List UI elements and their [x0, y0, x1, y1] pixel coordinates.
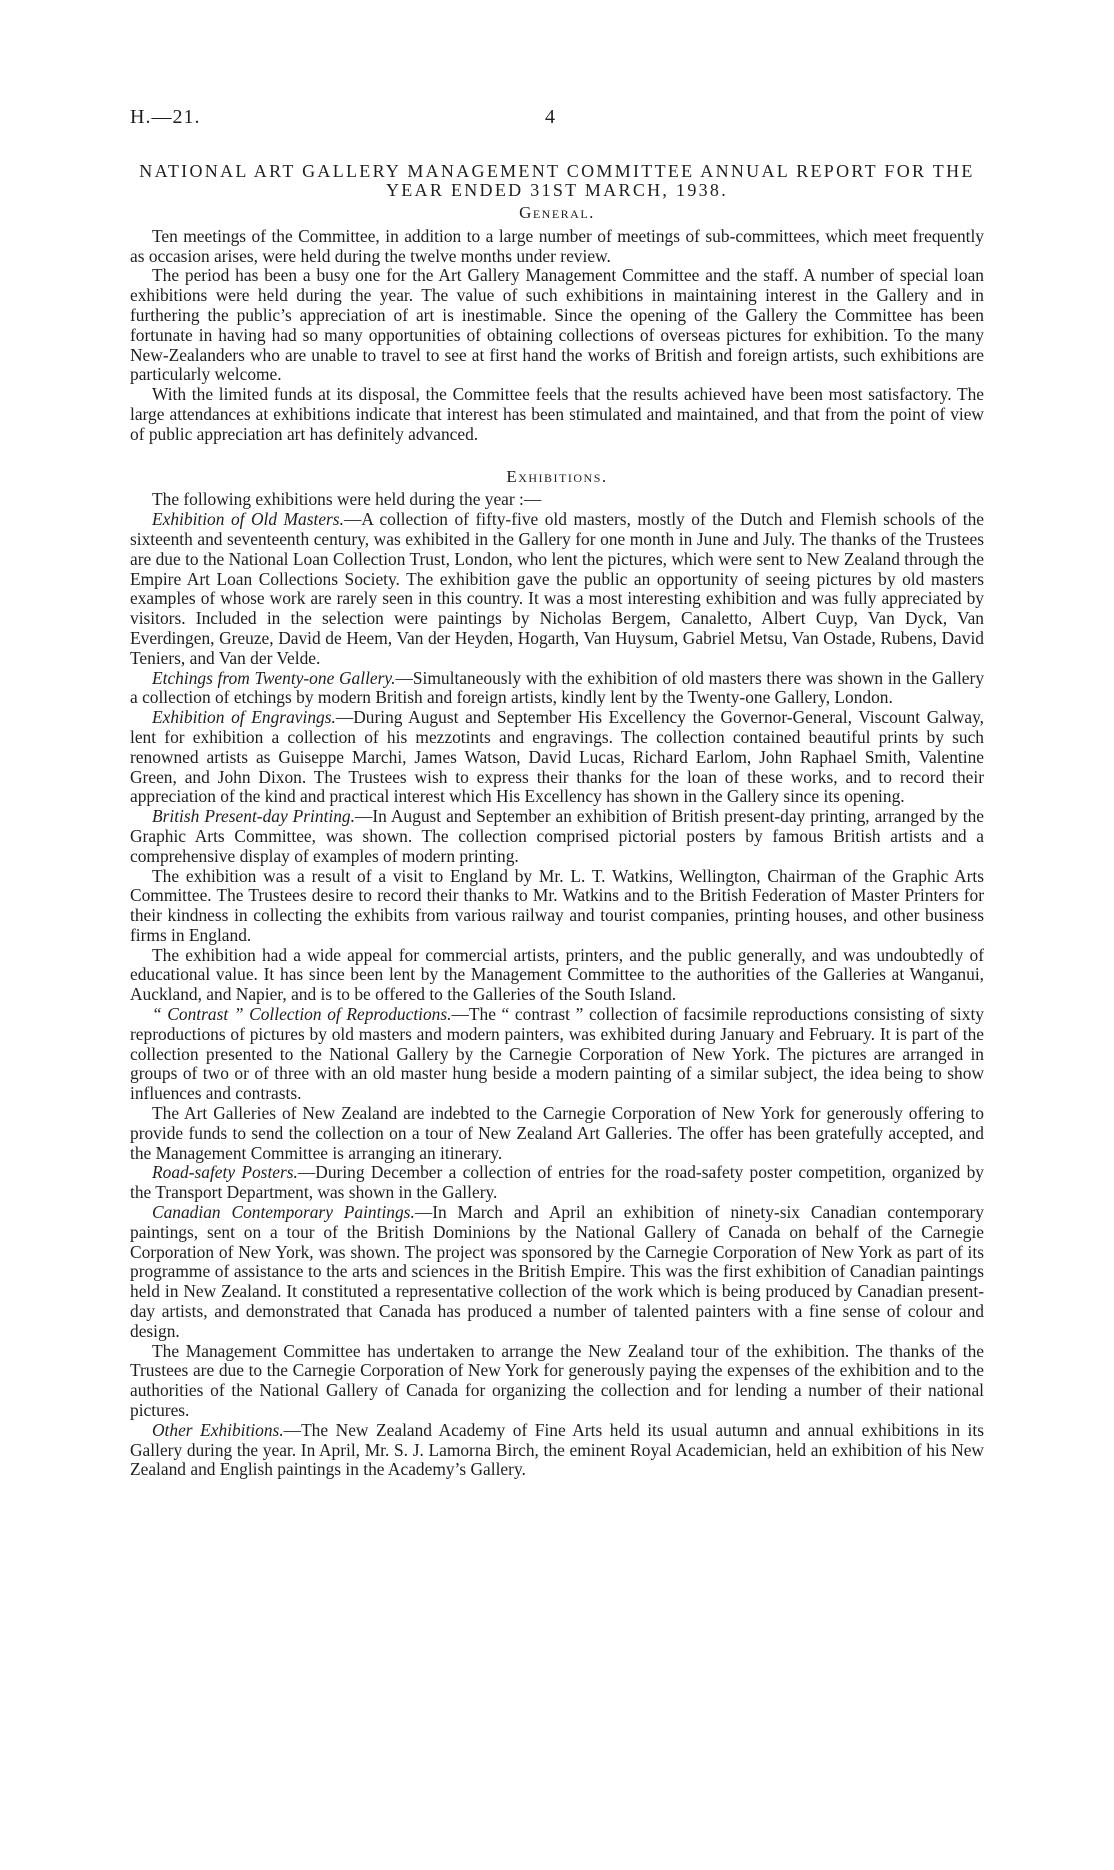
paragraph-text: —During August and September His Excellency the Governor-General, Viscount Galway, lent for exhibition a collection of his mezzotints and engravings. The collection contained beautiful prints by such renowned artists as Guiseppe Marchi, James Watson, David Lucas, Richard Earlom, John Raphael Smith, Valentine Green, and John Dixon. The Trustees wish to express their thanks for the loan of these works, and to record their appreciation of the kind and practical interest which His Excellency has shown in the Gallery since its opening.	[130, 707, 984, 807]
paragraph-contrast	[130, 1005, 984, 1104]
paragraph: The Art Galleries of New Zealand are indebted to the Carnegie Corporation of New York for generously offering to provide funds to send the collection on a tour of New Zealand Art Galleries. The offer has been gratefully accepted, and the Management Committee is arranging an itinerary.	[130, 1103, 984, 1163]
run-in-heading: Exhibition of Engravings.	[152, 707, 336, 728]
paragraph: Ten meetings of the Committee, in addition to a large number of meetings of sub-committees, which meet frequently as occasion arises, were held during the twelve months under review.	[130, 225, 984, 266]
paragraph-text: —During December a collection of entries for the road-safety poster competition, organized by the Transport Department, was shown in the Gallery.	[130, 1162, 984, 1203]
paragraph: The period has been a busy one for the Art Gallery Management Committee and the staff. A number of special loan exhibitions were held during the year. The value of such exhibitions in maintaining interest in the Gallery and in furthering the public’s appreciation of art is inestimable. Since the opening of the Gallery the Committee has been fortunate in having had so many opportunities of obtaining collections of overseas pictures for exhibition. To the many New-Zealanders who are unable to travel to see at first hand the works of British and foreign artists, such exhibitions are particularly welcome.	[130, 265, 984, 385]
section-heading-general: General.	[519, 203, 595, 222]
paragraph-text: —Simultaneously with the exhibition of old masters there was shown in the Gallery a collection of etchings by modern British and foreign artists, kindly lent by the Twenty-one Gallery, London.	[130, 667, 985, 708]
paragraph-text: —The New Zealand Academy of Fine Arts held its usual autumn and annual exhibitions in its Gallery during the year. In April, Mr. S. J. Lamorna Birch, the eminent Royal Academician, held an exhibition of his New Zealand and English paintings in the Academy’s Gallery.	[130, 1419, 984, 1480]
paragraph: The following exhibitions were held during the year :—	[152, 489, 542, 510]
run-in-heading: Road-safety Posters.	[152, 1162, 298, 1183]
paragraph: The exhibition had a wide appeal for commercial artists, printers, and the public generally, and was undoubtedly of educational value. It has since been lent by the Management Committee to the authorities of the Galleries at Wanganui, Auckland, and Napier, and is to be offered to the Galleries of the South Island.	[130, 944, 984, 1005]
paragraph-text: —In March and April an exhibition of ninety-six Canadian contemporary paintings, sent on a tour of the British Dominions by the National Gallery of Canada on behalf of the Carnegie Corporation of New York, was shown. The project was sponsored by the Carnegie Corporation of New York as part of its programme of assistance to the arts and sciences in the British Empire. This was the first exhibition of Canadian paintings held in New Zealand. It constituted a representative collection of the work which is being produced by Canadian present-day artists, and demonstrated that Canada has produced a number of talented painters with a fine sense of colour and design.	[130, 1202, 984, 1341]
paragraph-road-safety	[130, 1163, 984, 1203]
paragraph-other	[130, 1421, 984, 1480]
section-heading-exhibitions: Exhibitions.	[506, 466, 608, 486]
run-in-heading: Etchings from Twenty-one Gallery.	[152, 667, 396, 688]
paragraph: With the limited funds at its disposal, the Committee feels that the results achieved have been most satisfactory. The large attendances at exhibitions indicate that interest has been stimulated and maintained, and that from the point of view of public appreciation art has definitely advanced.	[130, 384, 984, 444]
paragraph-text: —A collection of fifty-five old masters, mostly of the Dutch and Flemish schools of the sixteenth and seventeenth century, was exhibited in the Gallery for one month in June and July. The thanks of the Trustees are due to the National Loan Collection Trust, London, who lent the pictures, which were sent to New Zealand through the Empire Art Loan Collections Society. The exhibition gave the public an opportunity of seeing pictures by old masters examples of whose work are rarely seen in this country. It was a most interesting exhibition and was fully appreciated by visitors. Included in the selection were paintings by Nicholas Bergem, Canaletto, Albert Cuyp, Van Dyck, Van Everdingen, Greuze, David de Heem, Van der Heyden, Hogarth, Van Huysum, Gabriel Metsu, Van Ostade, Rubens, David Teniers, and Van der Velde.	[130, 509, 984, 668]
paragraph-etchings	[130, 669, 984, 709]
run-in-heading: Other Exhibitions.	[152, 1419, 284, 1440]
paragraph-printing	[130, 807, 984, 866]
paragraph: The Management Committee has undertaken to arrange the New Zealand tour of the exhibition. The thanks of the Trustees are due to the Carnegie Corporation of New York for generously paying the expenses of the exhibition and to the authorities of the National Gallery of Canada for organizing the collection and for lending a number of their national pictures.	[130, 1340, 984, 1421]
run-in-heading: British Present-day Printing.	[152, 806, 355, 827]
paragraph-engravings	[130, 708, 984, 807]
paragraph: The exhibition was a result of a visit to England by Mr. L. T. Watkins, Wellington, Chairman of the Graphic Arts Committee. The Trustees desire to record their thanks to Mr. Watkins and to the British Federation of Master Printers for their kindness in collecting the exhibits from various railway and tourist companies, printing houses, and other business firms in England.	[130, 865, 984, 945]
report-title: NATIONAL ART GALLERY MANAGEMENT COMMITTEE ANNUAL REPORT FOR THE YEAR ENDED 31ST MARCH, 1938.	[139, 161, 975, 200]
run-in-heading: Canadian Contemporary Paintings.	[152, 1202, 415, 1223]
paragraph-text: —The “ contrast ” collection of facsimile reproductions consisting of sixty reproductions of pictures by old masters and modern painters, was exhibited during January and February. It is part of the collection presented to the National Gallery by the Carnegie Corporation of New York. The pictures are arranged in groups of two or of three with an old master hung beside a modern painting of a similar subject, the idea being to show influences and contrasts.	[130, 1004, 984, 1104]
run-in-heading: Exhibition of Old Masters.	[152, 509, 344, 530]
paragraph-old-masters	[130, 510, 984, 668]
paragraph-text: —In August and September an exhibition of British present-day printing, arranged by the Graphic Arts Committee, was shown. The collection comprised pictorial posters by famous British artists and a comprehensive display of examples of modern printing.	[130, 806, 984, 866]
page-number: 4	[545, 106, 555, 128]
page-reference: H.—21.	[130, 106, 201, 128]
paragraph-canadian	[130, 1203, 984, 1342]
run-in-heading: “ Contrast ” Collection of Reproductions.	[152, 1004, 452, 1025]
